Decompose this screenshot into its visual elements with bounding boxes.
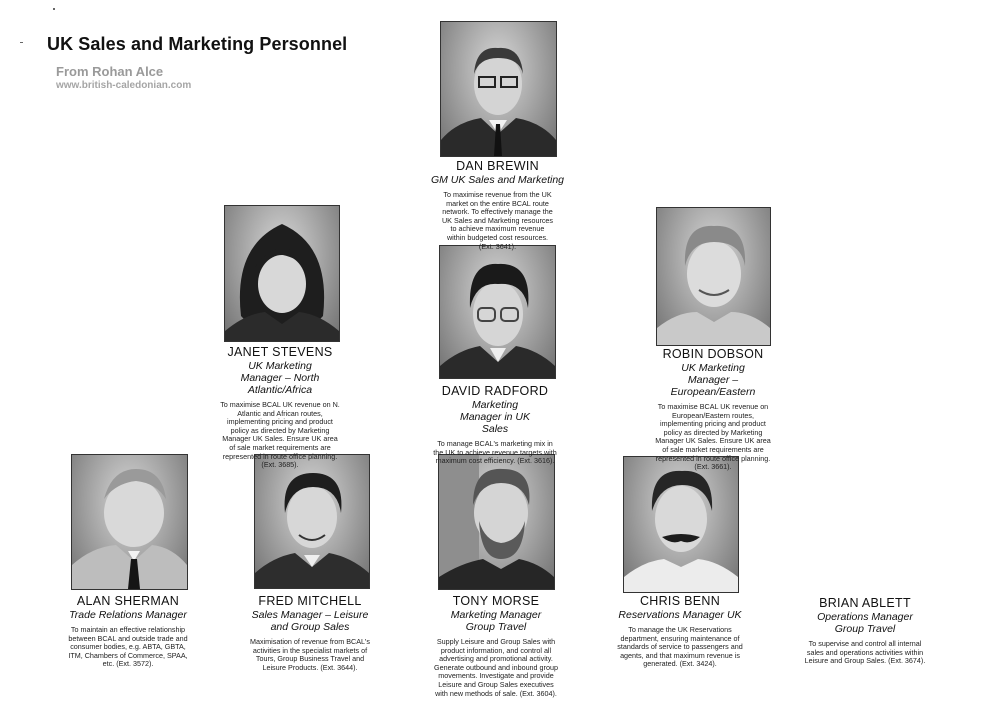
person-role: Reservations Manager UK (618, 609, 742, 621)
photo-janet-stevens (224, 205, 340, 342)
person-role: Marketing Manager Group Travel (450, 609, 542, 633)
person-name: DAVID RADFORD (441, 384, 549, 398)
person-description: To maximise BCAL UK revenue on European/Eastern routes, implementing pricing and product policy as directed by Marketing Manager UK Sales. Ensure UK area of sale market requirements are represented in route office planning. (Ext. 3661). (655, 402, 771, 472)
person-card-janet-stevens (215, 345, 345, 470)
person-name: CHRIS BENN (639, 594, 721, 608)
person-card-david-radford (430, 384, 560, 466)
person-description: Maximisation of revenue from BCAL's activities in the specialist markets of Tours, Group Business Travel and Leisure Products. (Ext. 3644). (249, 637, 370, 672)
speck-mark (53, 8, 55, 10)
photo-chris-benn (623, 456, 739, 593)
person-name: ALAN SHERMAN (76, 594, 180, 608)
person-description: To maximise revenue from the UK market on the entire BCAL route network. To effectively manage the UK Sales and Marketing resources to achieve maximum revenue within budgeted cost resources. (Ext. 3641). (441, 190, 554, 251)
person-card-alan-sherman (63, 594, 193, 669)
person-name: ROBIN DOBSON (662, 347, 764, 361)
person-name: BRIAN ABLETT (819, 596, 911, 610)
photo-alan-sherman (71, 454, 188, 590)
person-role: Operations Manager Group Travel (817, 611, 913, 635)
photo-robin-dobson (656, 207, 771, 346)
person-card-brian-ablett (798, 596, 932, 666)
source-website: www.british-caledonian.com (56, 80, 192, 91)
person-name: JANET STEVENS (227, 345, 333, 359)
person-card-chris-benn (612, 594, 748, 669)
person-name: FRED MITCHELL (258, 594, 362, 608)
person-card-tony-morse (428, 594, 564, 698)
person-role: Trade Relations Manager (69, 609, 187, 621)
person-description: Supply Leisure and Group Sales with product information, and control all advertising and promotional activity. Generate outbound and inbound group movements. Investigate and provide Leisure and Group Sales executives with new methods of sale. (Ext. 3604). (434, 637, 558, 698)
speck-mark (20, 42, 23, 43)
person-card-dan-brewin (430, 159, 565, 251)
person-role: UK Marketing Manager – European/Eastern (670, 362, 756, 398)
source-credit: From Rohan Alce (56, 64, 164, 79)
person-card-fred-mitchell (242, 594, 378, 672)
person-role: UK Marketing Manager – North Atlantic/Africa (240, 360, 320, 396)
photo-fred-mitchell (254, 454, 370, 589)
person-description: To maximise BCAL UK revenue on N. Atlantic and African routes, implementing pricing and product policy as directed by Marketing Manager UK Sales. Ensure UK area of sale market requirements are represented in route office planning. (Ext. 3685). (220, 400, 340, 470)
person-description: To supervise and control all internal sales and operations activities within Leisure and Group Sales. (Ext. 3674). (804, 639, 926, 666)
person-description: To manage the UK Reservations department, ensuring maintenance of standards of service to passengers and agents, and that maximum revenue is generated. (Ext. 3424). (617, 625, 743, 669)
person-description: To manage BCAL's marketing mix in the UK to achieve revenue targets with maximum cost efficiency. (Ext. 3616). (433, 439, 557, 466)
person-name: TONY MORSE (452, 594, 540, 608)
page-title: UK Sales and Marketing Personnel (47, 34, 348, 54)
photo-dan-brewin (440, 21, 557, 157)
person-description: To maintain an effective relationship between BCAL and outside trade and consumer bodies, e.g. ABTA, GBTA, ITM, Chambers of Commerce, SPAA, etc. (Ext. 3572). (68, 625, 188, 669)
photo-david-radford (439, 245, 556, 379)
person-card-robin-dobson (648, 347, 778, 472)
person-role: GM UK Sales and Marketing (430, 174, 565, 186)
person-role: Marketing Manager in UK Sales (459, 399, 531, 435)
photo-tony-morse (438, 454, 555, 590)
person-role: Sales Manager – Leisure and Group Sales (251, 609, 369, 633)
person-name: DAN BREWIN (456, 159, 539, 173)
